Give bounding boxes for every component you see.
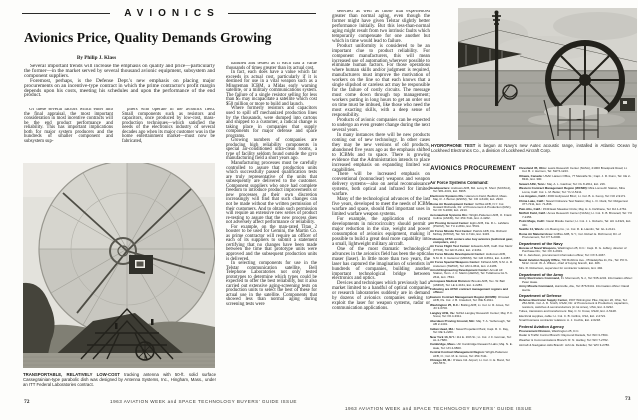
directory-entry: Army Electronics Command, Ft. Monmouth, N.J., Tel: 535-1234. Information officer: Peter Haas. [519,276,633,284]
directory-entry: Mrs. R. Robertson, supervisor for contractor relations, Ext. 492. [519,265,604,270]
directory-group [519,167,633,239]
paragraph: For example, on the man-rated Titan 2 booster to be used for Gemini, the Martin Co. as prime contractor will require an officer of each of its suppliers to submit a statement certifying that no changes have been made between the time that prototype units were approved and the subsequent production units is delivered. [226,224,317,262]
procurement-entries [430,187,513,366]
directory-entry: Western Contract Management Region (WCMR): Mira Loma AF Station, Mira Loma, Calif. Col. L. M. Butler, Tel: YU 2-5211. [519,186,625,194]
procurement-subhead: Air Force Systems Command: [430,181,489,185]
directory-entry: Defense Electronic Supply Center, 1507 Wilmington Pike, Dayton 20, Ohio, Tel: 252-6031. Col. A. D. Smith, USAF, Dir. of Procurement & Production; capacitors, resistors, switches & semiconductors (in lot sizes), USA, Ext. 2-6232. [519,298,629,309]
directory-entry: Electrical supplies, cable: Lt. Col. C. B. Collins, USA, Ext. 2-2721. [519,313,607,318]
procurement-title: AVIONICS PROCUREMENT [430,165,516,172]
directory-entry: Eastern Contract Management Region (ECMR): Olmsted AFB, Pa. Col. J. B. Crawford, Tel: WE 8-1911. [430,295,510,303]
hydrophone-photo [458,8,637,140]
left-column-3 [226,62,317,366]
paragraph: Several important trends will increase the emphasis on quality and price—particularly the former—in the market served by several thousand avionic equipment, subsystem and component suppliers. [24,64,215,79]
directory-entry: Cambridge, Mass.: AF Cambridge Research Labs; Maj. N. E. Hale, Tel: UN 4-6800. [430,342,513,350]
paragraph: Devices and techniques which previously had a market limited to a handful of optical companies or research laboratories suddenly are in demand by dozens of avionics companies seeking to exploit the laser for weapon systems, radar or communication applications. [332,281,430,312]
directory-entry: Mr. A. Jacobson, procurement information officer, Tel: OX 6-4467. [519,253,606,258]
directory-entry: Cleveland 35, Ohio: Lewis Research Center (NASA), 21000 Brookpark Road; Lt. Col. B. J. Harmon, Tel: SW 5-1223. [519,167,628,174]
directory-group-header: Department of the Army [519,271,564,277]
directory-entry: Bureau of Naval Weapons, Washington 25, D.C.: Capt. R. G. Jeffery, director of Purchase Div.; Tel: OX 4-2931. [519,245,627,253]
paragraph: For example, the application of recent developments in microcircuitry should permit a major reduction in the size, weight and power consumption of avionics equipment, making it possible to build a great deal more capability into a small, lightweight military aircraft. [332,217,430,247]
directory-entry: China Lake, Calif.: Naval Ordnance Test Station; Maj. L. D. Clark, Tel: Ridgecrest 377-7211, Ext. 71-836. [519,198,628,207]
directory-entry: New York 13, N.Y.: 111 E. 16th St.; Lt. Col. J. F. Gorman, Tel: AL 4-7680. [430,334,512,342]
paragraph: In many instances there will be new products coming out of new technology. In other cases they may be new versions of old products, abandoned five years ago as the emphasis shifted to ICBMs and to space. There is growing evidence that the Administration intends to place increased emphasis on expanding limited war capabilities. [332,132,430,173]
left-page-footer [24,399,297,405]
caption-text: is begun at Navy's new Autec acoustic range, installed in Atlantic Ocean by Lockheed Electronics Co., a division of Lockheed Aircraft Corp. [431,143,637,153]
paragraph: One of the most dramatic technological advances in the avionics field has been the optical maser (laser). In little more than two years, the laser has captured the imagination of scientists in hundreds of companies, building another important technological bridge between electronics and optics. [332,246,430,282]
paragraph: Where formerly resistors and capacitors used to spill off mechanized production lines by the thousands, were dumped into cartons and shipped to a customer, a radical change is taking place in companies that supply components for major defense and space programs. [226,106,317,139]
directory-entry: Air Force Flight Test Center: Edwards AFB, Calif. Don Mertz (FTKM), Tel: ED 8-2111, Ext. 2-3461. [430,244,513,252]
article-title: Avionics Price, Quality Demands Growing [24,30,272,45]
directory-group [519,299,633,323]
paragraph: Of these several factors which enter into the final appraisal, the most important consideration in most incentive contracts will be the end product performance and reliability. This has important implications both for major system producers and the hundreds of smaller component and subsystem sup- [24,108,113,144]
right-column-article [332,10,430,394]
intro-paragraphs [24,64,215,107]
antenna-photo [23,163,215,368]
directory-entry: Following AFSC centers also buy avionics (technical gear, computers, etc.): [430,236,513,244]
directory-entry: Moffett Field, Calif.: Ames Research Center (NASA); Lt. Col. K. B. Brownell, Tel: YO 7-2456. [519,211,632,219]
hydrophone-photo-illustration [458,8,637,140]
directory-entry: Arnold Engineering Development Center: Arnold AF Station, Tenn. J. C. Martin (AEKM), Tel: Tullahoma GL 5-2611, Ext. 7834. [430,268,508,279]
antenna-photo-illustration [23,163,215,368]
directory-group [519,330,633,347]
directory-group-header: Federal Aviation Agency [519,324,564,330]
directory-entry: Aerospace Medical Division: Brooks AFB, Tex. W. Ball (AMKM), Tel: LE 2-4161, Ext. 2-2283. [430,279,505,287]
paragraph: In selecting components for use in the Telstar communication satellite, Bell Telephone Laboratories not only tested prototypes to determine which types could be expected to offer the best reliability, but it also carried out extensive aging-screening tests on production units to select the best of these for actual use in the satellite. Components that showed less than normal aging during screening tests were [226,261,317,307]
procurement-column-2 [519,167,633,396]
directory-entry: Headquarters: Andrews AFB, Md. Leroy R. Short (SCKM-2), Tel: 981-4331, Ext. 8365. [430,185,512,194]
directory-group-header: Department of the Navy [519,240,563,246]
footer-text-left: 1963 AVIATION WEEK and SPACE TECHNOLOGY BUYERS' GUIDE ISSUE [110,399,297,404]
paragraph: Foremost, perhaps, is the Defense Dept.'s new emphasis on placing major procurements on an incentive-type contract in which the prime contractor's profit margin depends upon his costs, meeting his schedules and upon the performance of the end product. [24,77,215,99]
directory-entry: Los Angeles, Calif.: 4600 Hollywood Blvd.; Lt. Col. B. A. Kemp, Tel: NO 2-9171. [519,194,627,199]
directory-entry: Aircraft & Navigation Aids Branch: John E. Detwiler, Tel: WO 3-2786. [519,342,610,347]
directory-entry: Air Force Special Weapons Center: Kirtland AFB, N.M. A. R. Anderson (SWKM), Tel: AM 4-3611, Ext. 2-4186. [430,260,513,268]
directory-entry: Ottawa, Canada: USAF Liaison Office, 77 Metcalfe St.; Capt. J. R. Dunn, Tel: CE 2-8341, Ext. 300. [519,173,631,182]
hydrophone-photo-caption [431,143,637,155]
directory-entry: Weather & Communications Branch: R. N. Hartley, Tel: WO 7-2762. [519,338,609,343]
procurement-column-1 [430,181,513,404]
directory-group [519,247,633,271]
left-column-2 [122,108,215,162]
directory-entry: Air Force Missile Test Center: Patrick AFB, Fla. Richard McKay (MTKM), Tel: SU 3-7111, Ext. 3415. [430,228,507,236]
directory-entry: Aeronautical Systems Div.: Wright-Patterson AFB, O. Frank Collins (ASKM), Tel: 253-7111, Ext. 2-4262. [430,212,512,221]
paragraph: selected as well as those that experienced greater than normal aging, even though the former might have given Telstar slightly better performance initially. But this less-than-normal aging might result from two intrinsic faults which temporarily compensate for one another but which in time would lead to failure. [332,10,430,44]
directory-entry: Rome Air Development Center: Griffiss AFB, N.Y. Col. Howard Richards, Dir. of Procurement & Production (RAK), Tel: FF 6-2000, Ext. 2213. [430,201,512,213]
paragraph: Products of avionic companies can be expected to undergo an even greater change during the next several years. [332,117,430,133]
directory-entry: Langley AFB, Va.: NASA Langley Research Center; Maj. P. F. Snow, Tel: PA 4-3311. [430,310,513,319]
paragraph: Manufacturing processes must be carefully controlled to assure that production units which successfully passed qualification tests are truly representative of the units that subsequently are delivered to the customer. Component suppliers who once had complete freedom to introduce product improvements or new processes at their own discretion increasingly will find that such changes can not be made without the written permission of their customers. And to obtain such permission will require an extensive new series of product re-testing to assure that the new process does not adversely affect performance or reliability. [226,161,317,226]
directory-entry: Palo Alto, Calif.: 1549 East Meadow Circle; Maj. H. A. DeShane, Tel: DA 1-4761. [519,206,628,211]
paragraph: There will be increased emphasis on conventional (nonnuclear) weapons and weapon delivery systems—also on aerial reconnaissance systems, both optical and infrared for limited warfare. [332,172,430,198]
directory-entry: Point Mugu, Calif.: Naval Missile Center; Lt. Col. J. L. Roberts, Tel: HU 4-4321, Ext. 411. [519,219,632,227]
page-number-left: 72 [24,399,30,405]
directory-entry: Chicago 38, Ill.: O'Hare Intl. Airport; Lt. Col. C. E. Bond, Tel: 296-5571. [430,358,511,366]
paragraph: Product uniformity is considered to be an important clue to product reliability. For component manufacturers, this will mean increased use of automation wherever possible to eliminate human factors. For those operations where human skills and/or judgment is required, manufacturers must improve the motivation of workers on the line so that each knows that a single slipshod or careless act may be responsible for the failure of costly circuits. The message must come down through top management; workers putting in long hours to get an order out on time must be imbued, like those who need the most exacting skills, with a deep sense of responsibility. [332,43,430,119]
directory-entry: Electronic Systems Div.: Hanscom Field, Bedford, Mass. Maj. R. J. Burton (ESKM), Tel: CR 4-6100, Ext. 2943. [430,193,508,202]
directory-entry: Air Force Missile Development Center: Holloman AFB, N.M. R. F. Gutierrez (MDKM), Tel: GR 3-6511, Ext. 4-4387. [430,252,511,260]
directory-entry: Army Missile Command, Huntsville, Ala., Tel: 876-5441. Information officer: David Harris. [519,284,630,292]
section-rubric [22,6,316,20]
directory-entry: Washington 25, D.C.: Bolling AFB; Lt. Col. H. R. Ames, Tel: JO 3-6700. [430,302,510,311]
directory-group [519,277,633,291]
header-rule-left [22,13,110,14]
left-column-1 [24,108,113,162]
footer-text-right: 1963 AVIATION WEEK and SPACE TECHNOLOGY BUYERS' GUIDE ISSUE [345,406,532,411]
directory-group-header: Department of Defense [519,293,562,299]
byline: By Philip J. Klass [76,55,117,61]
paragraph: In fact, each does have a value which far exceeds its actual cost, particularly if it is destined for use in a vital weapon such as a Minuteman ICBM, a Midas early warning satellite, or a military communications system. The failure of a single resistor selling for less than $5 may incapacitate a satellite which cost $50 million or more to build and launch. [226,70,317,107]
directory-entry: Small business contractor relations: A. J. Cochis, Ext. 2-6218. [519,318,601,323]
paragraph: handled and tested as if each had a value thousands of times greater than its actual cost. [226,62,317,71]
caption-lead: HYDROPHONE TEST [431,143,476,148]
directory-entry: Seattle 14, Wash.: c/o Boeing Co.; Lt. Col. R. E. Hamlin, Tel: GL 2-2121. [519,227,616,232]
directory-entry: Following are AFSC contract management regions and offices: [430,287,509,295]
directory-entry: Central Contract Management Region: Wright-Patterson AFB, O.; Col. M. E. Gross, Tel: 253-7111. [430,350,508,358]
section-header: AVIONICS [124,7,220,19]
caption-lead: TRANSPORTABLE, RELATIVELY LOW-COST [23,372,120,377]
parabolic-dish [39,163,215,337]
paragraph: pliers who operate in the avionics field. Small components such as resistors and capacitors, once produced by low-cost, mass-production techniques—which satisfied the needs of the electronics industry of several decades ago when its major customer was in the home entertainment market—must now be fabricated, [122,108,215,144]
directory-entry: Sewart AFB, Tenn.: Maj. A. L. Gardner, Tel: OL 8-2611, Ext. 216. [519,181,606,186]
header-rule-right [228,13,316,14]
directory-entry: Indian Head, Md.: Naval Propellant Plant; Capt. R. C. Day, Tel: RE 3-2260. [430,326,509,334]
directory-entry: Aberdeen Proving Ground, Md.: Maj. T. A. Yarborough, Tel: AB 2-1401. [430,318,511,327]
directory-entry: Tubes, transistors and transformers: Maj. C. N. Know, USAF, Ext. 2-5148. [519,309,617,314]
paragraph: Growing numbers of companies are producing high reliability components in special air-conditioned ultra-clean rooms, a type of facility seldom found outside the gyro manufacturing field a short years ago. [226,138,317,162]
directory-entry: Naval Aviation Supply Office, 700 Robbins Ave., Philadelphia 11, Pa., Tel: PO 6-5212. Cmdr. W. A. Wilson, chief of buying branch, Ext. 406. [519,257,628,266]
paragraph: Many of the technological advances of the last five years, developed to meet the needs of ICBM warfare and space, should find important uses in limited warfare weapon systems. [332,197,430,218]
directory-entry: Air Proving Ground Center: Eglin AFB, Fla. R. L. LaMarre (PGKM), Tel: TU 2-2811, Ext. 5531. [430,220,510,229]
directory-entry: Rome Air Materiel Area: Griffiss AFB, N.Y.; Col. Robert E. Richmond, Dir. of Procurement, Tel: FT 6-2000. [519,231,621,240]
page-number-right: 73 [625,396,631,402]
directory-entry: Radar & Traffic Control Branch: Raymond Daniels, Tel: WO 3-7664. [519,333,609,338]
antenna-photo-caption [23,372,216,390]
directory-entry: Procurement Division, Washington 25, D.C. [519,328,580,333]
caption-text: tracking antenna with 50-ft. solid surface Cassegrainian-type parabolic dish was designed by Antenna Systems, Inc., Hingham, Mass., under an ITT Federal Laboratories contract. [23,372,216,387]
